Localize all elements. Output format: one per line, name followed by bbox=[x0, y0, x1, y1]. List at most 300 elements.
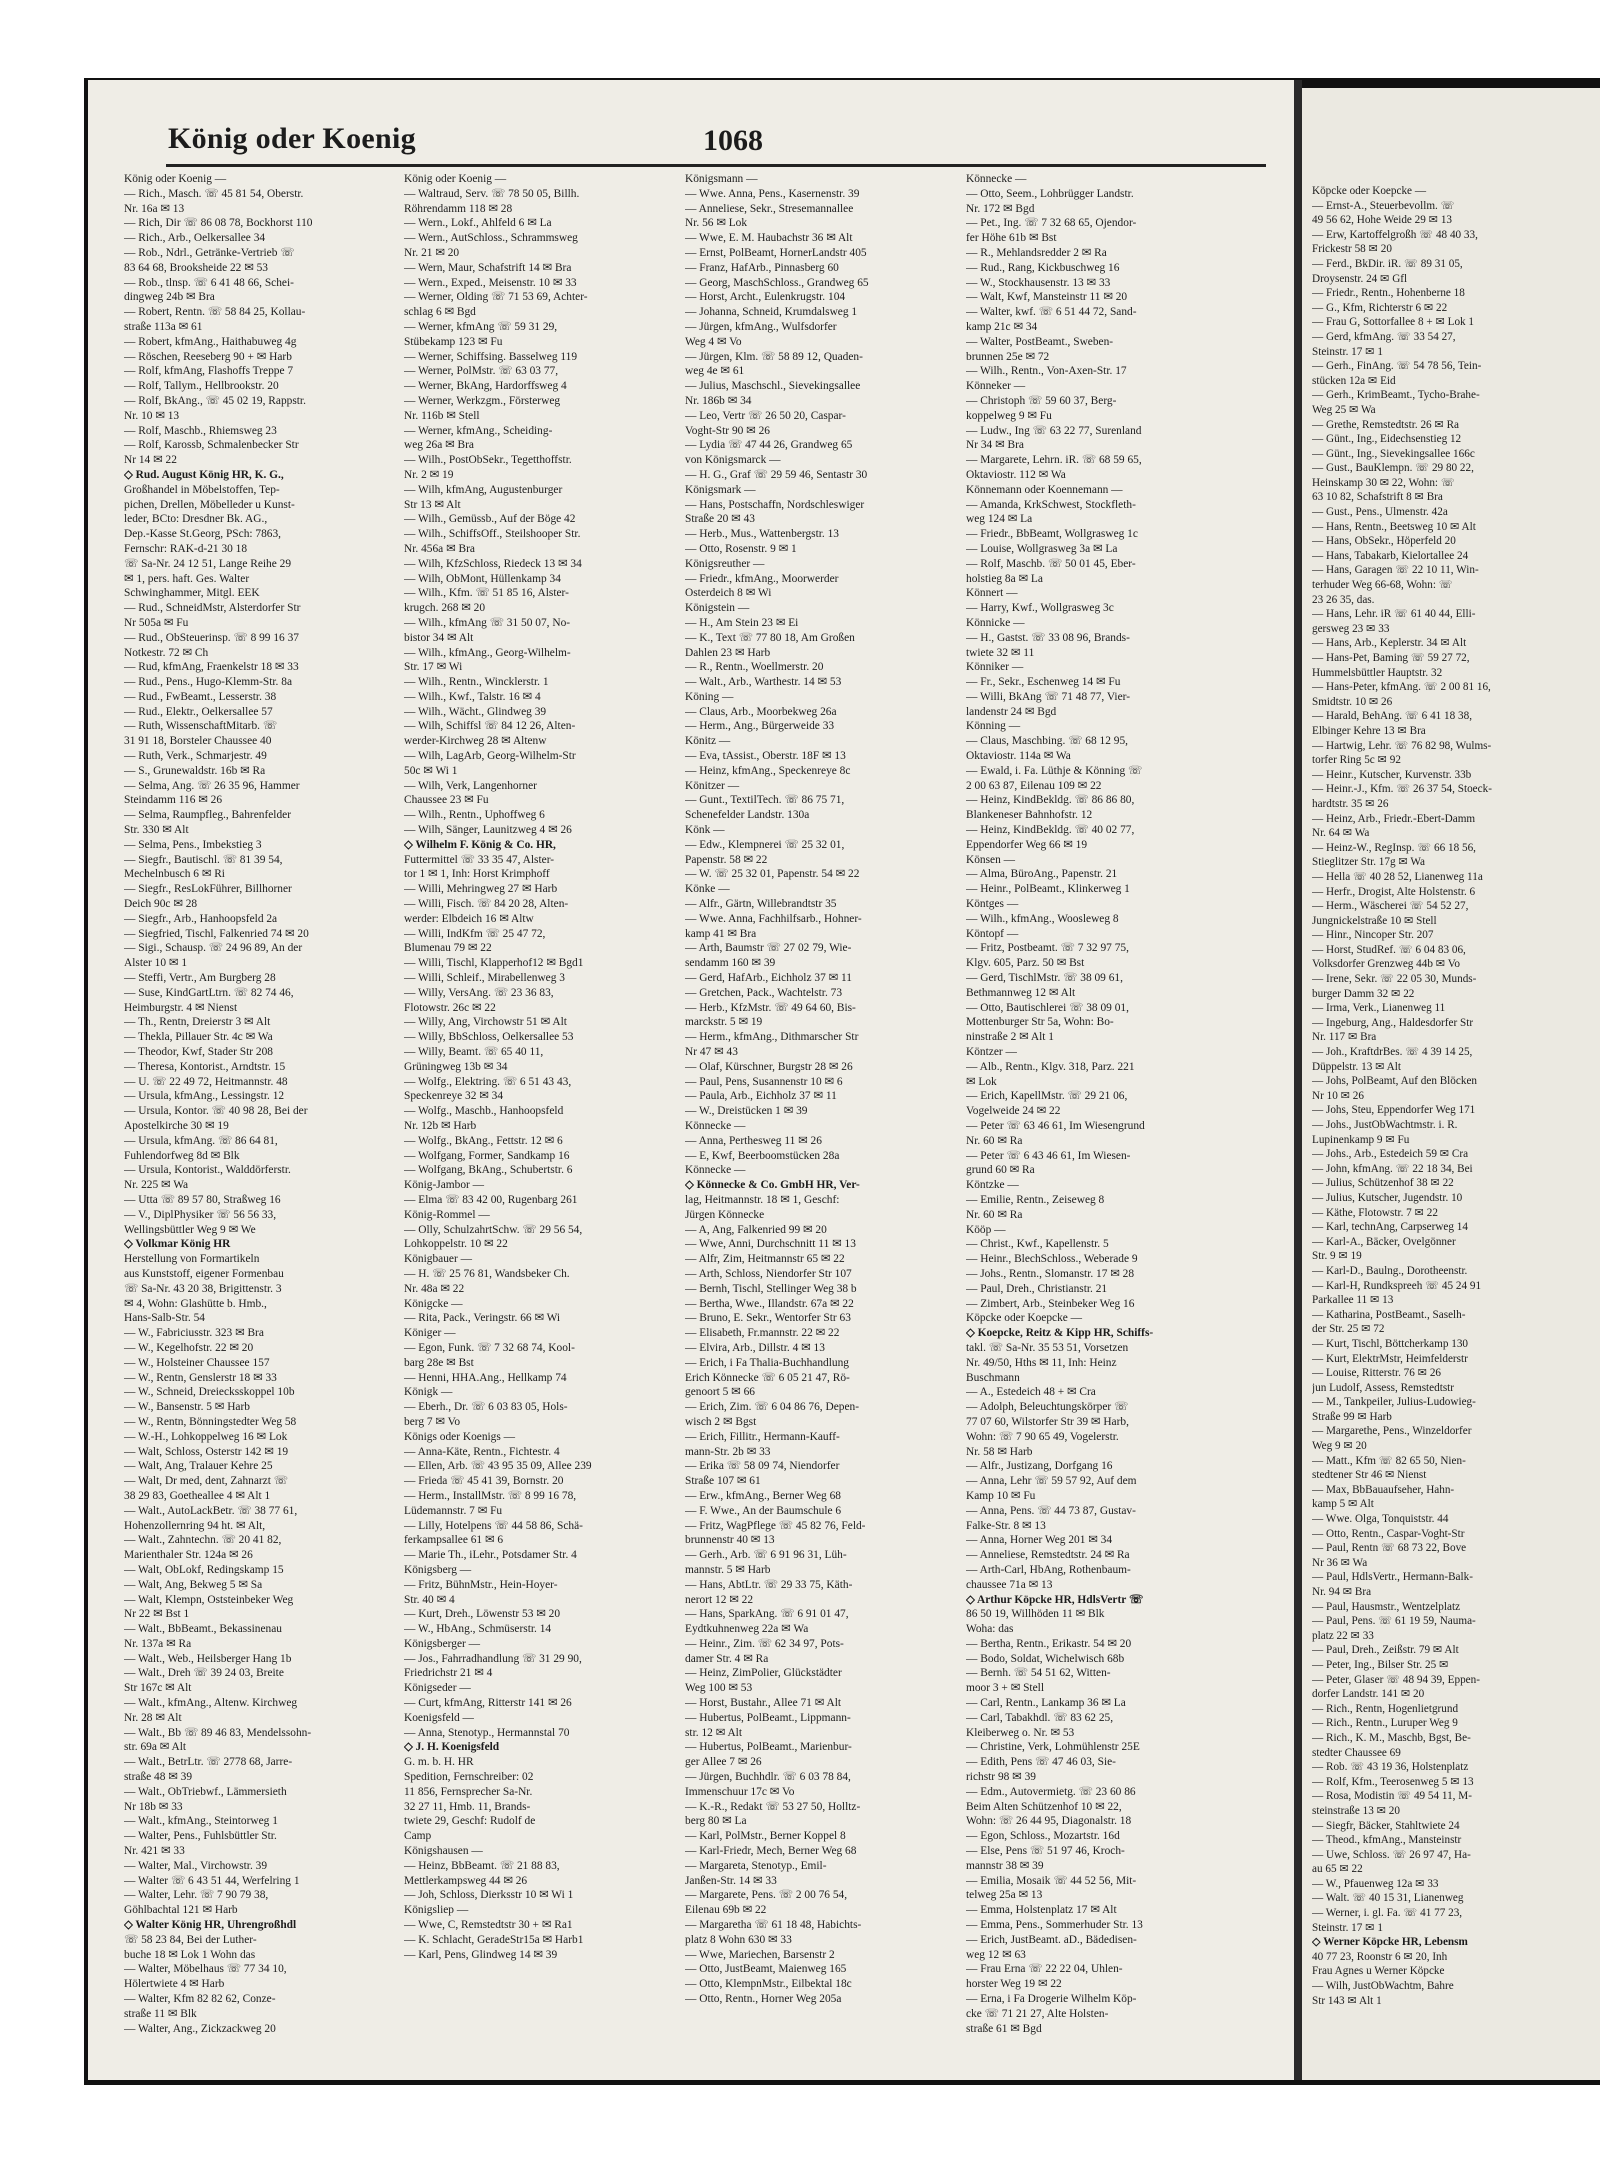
directory-entry-line: schlag 6 ✉ Bgd bbox=[404, 306, 476, 319]
directory-entry-line: — Karl-A., Bäcker, Ovelgönner bbox=[1312, 1235, 1456, 1248]
directory-entry-line: Nr 14 ✉ 22 bbox=[124, 454, 177, 467]
directory-entry-line: Könnert — bbox=[966, 587, 1018, 600]
directory-entry-line: berg 80 ✉ La bbox=[685, 1815, 747, 1828]
directory-entry-line: stedtener Str 46 ✉ Nienst bbox=[1312, 1469, 1427, 1482]
directory-entry-line: — Otto, Rentn., Caspar-Voght-Str bbox=[1312, 1527, 1465, 1540]
directory-entry-line: torfer Ring 5c ✉ 92 bbox=[1312, 754, 1401, 767]
directory-entry-line: — Gerd, HafArb., Eichholz 37 ✉ 11 bbox=[685, 972, 852, 985]
directory-entry-line: — Rich., Masch. ☏ 45 81 54, Oberstr. bbox=[124, 187, 304, 200]
directory-entry-line: Kööp — bbox=[966, 1223, 1006, 1236]
directory-entry-line: Weg 9 ✉ 20 bbox=[1312, 1440, 1367, 1453]
directory-entry-line: — Wolfg., Elektring. ☏ 6 51 43 43, bbox=[404, 1075, 572, 1088]
book-gutter bbox=[1294, 80, 1302, 2080]
directory-entry-line: kamp 21c ✉ 34 bbox=[966, 320, 1038, 333]
directory-entry-line: — Hans, Lehr. iR ☏ 61 40 44, Elli- bbox=[1312, 608, 1476, 621]
directory-entry-line: Chaussee 23 ✉ Fu bbox=[404, 794, 489, 807]
directory-entry-line: — Karl, technAng, Carpserweg 14 bbox=[1312, 1221, 1468, 1234]
directory-entry-line: — Anna, Stenotyp., Hermannstal 70 bbox=[404, 1726, 570, 1739]
directory-entry-line: kamp 5 ✉ Alt bbox=[1312, 1498, 1374, 1511]
directory-entry-line: — Gust., BauKlempn. ☏ 29 80 22, bbox=[1312, 462, 1474, 475]
directory-entry-line: — W., HbAng., Schmüserstr. 14 bbox=[404, 1623, 552, 1636]
directory-entry-line: Blankeneser Bahnhofstr. 12 bbox=[966, 809, 1093, 822]
directory-entry-line: — Johs, PolBeamt, Auf den Blöcken bbox=[1312, 1075, 1478, 1088]
facing-page-column bbox=[1312, 184, 1600, 2008]
directory-entry-line: — Wilh., kfmAng., Georg-Wilhelm- bbox=[404, 646, 571, 659]
directory-entry-line: — Theod., kfmAng., Mansteinstr bbox=[1312, 1834, 1462, 1847]
directory-entry-line: — Gerd, kfmAng. ☏ 33 54 27, bbox=[1312, 330, 1456, 343]
directory-entry-line: — Wern, Maur, Schafstrift 14 ✉ Bra bbox=[404, 261, 572, 274]
directory-entry-line: — Rolf, Karossb, Schmalenbecker Str bbox=[124, 439, 299, 452]
directory-entry-line: weg 4e ✉ 61 bbox=[685, 365, 745, 378]
directory-entry-line: str. 69a ✉ Alt bbox=[124, 1741, 187, 1754]
directory-entry-line: — Gust., Pens., Ulmenstr. 42a bbox=[1312, 506, 1448, 519]
directory-entry-line: — Th., Rentn, Dreierstr 3 ✉ Alt bbox=[124, 1016, 271, 1029]
directory-entry-line: — Elisabeth, Fr.mannstr. 22 ✉ 22 bbox=[685, 1327, 840, 1340]
directory-entry-line: — Margarete, Lehrn. iR. ☏ 68 59 65, bbox=[966, 454, 1142, 467]
directory-entry-line: — Rich., K. M., Maschb, Bgst, Be- bbox=[1312, 1731, 1471, 1744]
directory-entry-line: — Heinz, BbBeamt. ☏ 21 88 83, bbox=[404, 1859, 560, 1872]
directory-entry-line: Jürgen Könnecke bbox=[685, 1208, 765, 1221]
directory-entry-line: Kamp 10 ✉ Fu bbox=[966, 1489, 1036, 1502]
directory-entry-line: — Suse, KindGartLtrn. ☏ 82 74 46, bbox=[124, 986, 294, 999]
directory-entry-line: Könitzer — bbox=[685, 779, 740, 792]
directory-entry-line: horster Weg 19 ✉ 22 bbox=[966, 1978, 1062, 1991]
directory-entry-line: — Wwe. Olga, Tonquiststr. 44 bbox=[1312, 1513, 1449, 1526]
directory-entry-line: Röhrendamm 118 ✉ 28 bbox=[404, 202, 513, 215]
directory-entry-line: cke ☏ 71 21 27, Alte Holsten- bbox=[966, 2007, 1109, 2020]
directory-entry-line: — Rob. ☏ 43 19 36, Holstenplatz bbox=[1312, 1761, 1469, 1774]
directory-entry-line: Nr. 56 ✉ Lok bbox=[685, 217, 748, 230]
directory-entry-line: — Walter ☏ 6 43 51 44, Werfelring 1 bbox=[124, 1874, 300, 1887]
directory-entry-line: ✉ 4, Wohn: Glashütte b. Hmb., bbox=[124, 1297, 267, 1310]
directory-entry-line: — Uwe, Schloss. ☏ 26 97 47, Ha- bbox=[1312, 1848, 1471, 1861]
directory-entry-line: — Willi, IndKfm ☏ 25 47 72, bbox=[404, 927, 546, 940]
directory-entry-line: tor 1 ✉ 1, Inh: Horst Krimphoff bbox=[404, 868, 550, 881]
directory-entry-line: hardtstr. 35 ✉ 26 bbox=[1312, 797, 1389, 810]
directory-entry-line: straße 113a ✉ 61 bbox=[124, 320, 203, 333]
directory-entry-line: — Selma, Raumpfleg., Bahrenfelder bbox=[124, 809, 292, 822]
directory-entry-line: takl. ☏ Sa-Nr. 35 53 51, Vorsetzen bbox=[966, 1341, 1129, 1354]
directory-entry-line: Könnemann oder Koennemann — bbox=[966, 483, 1123, 496]
directory-entry-line: — H. ☏ 25 76 81, Wandsbeker Ch. bbox=[404, 1267, 570, 1280]
directory-entry-line: mannstr. 5 ✉ Harb bbox=[685, 1563, 771, 1576]
directory-entry-line: — Rud., ObSteuerinsp. ☏ 8 99 16 37 bbox=[124, 631, 299, 644]
directory-entry-line: Königsreuther — bbox=[685, 557, 765, 570]
directory-entry-line: — Wilh., Gemüssb., Auf der Böge 42 bbox=[404, 513, 576, 526]
directory-entry-line: twiete 32 ✉ 11 bbox=[966, 646, 1035, 659]
directory-entry-line: — Willi, Tischl, Klapperhof12 ✉ Bgd1 bbox=[404, 957, 584, 970]
directory-entry-line: — Emilie, Rentn., Zeiseweg 8 bbox=[966, 1193, 1105, 1206]
directory-entry-line: Flotowstr. 26c ✉ 22 bbox=[404, 1001, 496, 1014]
directory-entry-line: — W., Rentn, Bönningstedter Weg 58 bbox=[124, 1415, 297, 1428]
directory-entry-line: straße 11 ✉ Blk bbox=[124, 2007, 197, 2020]
directory-entry-line: — Wwe, Anni, Durchschnitt 11 ✉ 13 bbox=[685, 1238, 856, 1251]
directory-entry-line: — Hans-Peter, kfmAng. ☏ 2 00 81 16, bbox=[1312, 681, 1491, 694]
directory-entry-line: — Fritz, BühnMstr., Hein-Hoyer- bbox=[404, 1578, 558, 1591]
directory-entry-line: Blumenau 79 ✉ 22 bbox=[404, 942, 492, 955]
directory-entry-line: — Rud., FwBeamt., Lesserstr. 38 bbox=[124, 690, 277, 703]
directory-entry-line: — Walt., Web., Heilsberger Hang 1b bbox=[124, 1652, 292, 1665]
directory-entry-line: kamp 41 ✉ Bra bbox=[685, 927, 757, 940]
directory-entry-line: — Jürgen, kfmAng., Wulfsdorfer bbox=[685, 320, 837, 333]
directory-entry-line: — Julius, Maschschl., Sievekingsallee bbox=[685, 380, 861, 393]
directory-entry-line: — Jürgen, Klm. ☏ 58 89 12, Quaden- bbox=[685, 350, 863, 363]
directory-entry-line: Eilenau 69b ✉ 22 bbox=[685, 1904, 767, 1917]
directory-entry-line: Düppelstr. 13 ✉ Alt bbox=[1312, 1060, 1401, 1073]
directory-entry-line: Volksdorfer Grenzweg 44b ✉ Vo bbox=[1312, 958, 1460, 971]
directory-entry-line: — Katharina, PostBeamt., Saselh- bbox=[1312, 1308, 1466, 1321]
directory-entry-line: 50c ✉ Wi 1 bbox=[404, 764, 458, 777]
page-number: 1068 bbox=[703, 124, 763, 157]
directory-entry-line: — Margaretha ☏ 61 18 48, Habichts- bbox=[685, 1919, 862, 1932]
directory-entry-line: Schwinghammer, Mitgl. EEK bbox=[124, 587, 260, 600]
directory-entry-line: — Wolfg., BkAng., Fettstr. 12 ✉ 6 bbox=[404, 1134, 563, 1147]
directory-column-3 bbox=[685, 172, 943, 2007]
directory-entry-line: — Günt., Ing., Eidechsenstieg 12 bbox=[1312, 433, 1462, 446]
directory-entry-line: werder-Kirchweg 28 ✉ Altenw bbox=[404, 735, 547, 748]
directory-entry-line: — Otto, Rentn., Horner Weg 205a bbox=[685, 1993, 842, 2006]
directory-entry-line: — Ewald, i. Fa. Lüthje & Könning ☏ bbox=[966, 764, 1143, 777]
directory-entry-line: 49 56 62, Hohe Weide 29 ✉ 13 bbox=[1312, 214, 1453, 227]
directory-entry-line: — Otto, KlempnMstr., Eilbektal 18c bbox=[685, 1978, 852, 1991]
directory-entry-line: — S., Grunewaldstr. 16b ✉ Ra bbox=[124, 764, 266, 777]
directory-entry-line: — Herb., KfzMstr. ☏ 49 64 60, Bis- bbox=[685, 1001, 856, 1014]
directory-entry-line: Str 167c ✉ Alt bbox=[124, 1682, 192, 1695]
directory-entry-line: — Henni, HHA.Ang., Hellkamp 74 bbox=[404, 1371, 567, 1384]
directory-entry-line: — Rolf, Maschb. ☏ 50 01 45, Eber- bbox=[966, 557, 1136, 570]
directory-entry-line: Kleiberweg o. Nr. ✉ 53 bbox=[966, 1726, 1075, 1739]
directory-entry-line: — Edm., Autovermietg. ☏ 23 60 86 bbox=[966, 1785, 1136, 1798]
directory-entry-line: Deich 90c ✉ 28 bbox=[124, 898, 198, 911]
directory-entry-line: Köpcke oder Koepcke — bbox=[1312, 185, 1427, 197]
directory-entry-line: Königsmark — bbox=[685, 483, 756, 496]
directory-entry-line: — W., Dreistücken 1 ✉ 39 bbox=[685, 1105, 808, 1118]
directory-entry-line: — M., Tankpeiler, Julius-Ludowieg- bbox=[1312, 1396, 1476, 1409]
directory-entry-line: Straße 107 ✉ 61 bbox=[685, 1475, 761, 1488]
directory-entry-line: — Zimbert, Arb., Steinbeker Weg 16 bbox=[966, 1297, 1135, 1310]
directory-entry-line: — Hans, Postschaffn, Nordschleswiger bbox=[685, 498, 865, 511]
directory-entry-line: — Ursula, kfmAng., Lessingstr. 12 bbox=[124, 1090, 285, 1103]
directory-entry-line: Königsmann — bbox=[685, 173, 758, 185]
directory-entry-line: ◇ Wilhelm F. König & Co. HR, bbox=[404, 838, 556, 851]
directory-entry-line: — Ursula, kfmAng. ☏ 86 64 81, bbox=[124, 1134, 278, 1147]
directory-entry-line: — W.-H., Lohkoppelweg 16 ✉ Lok bbox=[124, 1430, 288, 1443]
directory-entry-line: — Harald, BehAng. ☏ 6 41 18 38, bbox=[1312, 710, 1473, 723]
directory-entry-line: — V., DiplPhysiker ☏ 56 56 33, bbox=[124, 1208, 277, 1221]
directory-entry-line: Könk — bbox=[685, 824, 725, 837]
directory-entry-line: — Werner, Schiffsing. Basselweg 119 bbox=[404, 350, 578, 363]
directory-entry-line: buche 18 ✉ Lok 1 Wohn das bbox=[124, 1948, 256, 1961]
directory-entry-line: Futtermittel ☏ 33 35 47, Alster- bbox=[404, 853, 555, 866]
directory-entry-line: leder, BCto: Dresdner Bk. AG., bbox=[124, 513, 268, 526]
directory-entry-line: — Willi, Mehringweg 27 ✉ Harb bbox=[404, 883, 558, 896]
directory-entry-line: — Wern., Lokf., Ahlfeld 6 ✉ La bbox=[404, 217, 552, 230]
directory-entry-line: Papenstr. 58 ✉ 22 bbox=[685, 853, 768, 866]
directory-entry-line: Königer — bbox=[404, 1327, 456, 1340]
directory-entry-line: — Rolf, Maschb., Rhiemsweg 23 bbox=[124, 424, 277, 437]
directory-entry-line: Mettlerkampsweg 44 ✉ 26 bbox=[404, 1874, 528, 1887]
directory-entry-line: — Gerh., Arb. ☏ 6 91 96 31, Lüh- bbox=[685, 1549, 847, 1562]
directory-entry-line: — Louise, Ritterstr. 76 ✉ 26 bbox=[1312, 1367, 1442, 1380]
directory-entry-line: — Ellen, Arb. ☏ 43 95 35 09, Allee 239 bbox=[404, 1460, 592, 1473]
directory-entry-line: — Herb., Mus., Wattenbergstr. 13 bbox=[685, 528, 839, 541]
directory-entry-line: — Röschen, Reeseberg 90 + ✉ Harb bbox=[124, 350, 292, 363]
directory-entry-line: Apostelkirche 30 ✉ 19 bbox=[124, 1120, 229, 1132]
directory-entry-line: — W., Bansenstr. 5 ✉ Harb bbox=[124, 1401, 250, 1414]
directory-entry-line: Königsliep — bbox=[404, 1904, 469, 1917]
directory-entry-line: Königk — bbox=[404, 1386, 453, 1399]
directory-entry-line: Dep.-Kasse St.Georg, PSch: 7863, bbox=[124, 528, 282, 541]
directory-entry-line: — Otto, Rosenstr. 9 ✉ 1 bbox=[685, 542, 797, 555]
directory-entry-line: ✉ 1, pers. haft. Ges. Walter bbox=[124, 572, 250, 585]
directory-entry-line: ◇ Koepcke, Reitz & Kipp HR, Schiffs- bbox=[966, 1327, 1154, 1340]
directory-entry-line: — Christ., Kwf., Kapellenstr. 5 bbox=[966, 1238, 1109, 1251]
directory-entry-line: — Pet., Ing. ☏ 7 32 68 65, Ojendor- bbox=[966, 217, 1137, 230]
directory-entry-line: weg 26a ✉ Bra bbox=[404, 439, 474, 452]
directory-entry-line: König oder Koenig — bbox=[404, 173, 507, 185]
directory-entry-line: — Hans, Arb., Keplerstr. 34 ✉ Alt bbox=[1312, 637, 1467, 650]
directory-entry-line: Schenefelder Landstr. 130a bbox=[685, 809, 810, 822]
directory-entry-line: — Julius, Kutscher, Jugendstr. 10 bbox=[1312, 1191, 1463, 1204]
directory-entry-line: richstr 98 ✉ 39 bbox=[966, 1771, 1036, 1784]
directory-entry-line: — Siegfried, Tischl, Falkenried 74 ✉ 20 bbox=[124, 927, 309, 940]
directory-entry-line: — Peter, Ing., Bilser Str. 25 ✉ bbox=[1312, 1658, 1449, 1671]
directory-entry-line: — Grethe, Remstedtstr. 26 ✉ Ra bbox=[1312, 418, 1460, 431]
directory-entry-line: — Erich, Fillitr., Hermann-Kauff- bbox=[685, 1430, 840, 1443]
directory-entry-line: — Wilh, Sänger, Launitzweg 4 ✉ 26 bbox=[404, 824, 572, 837]
directory-entry-line: Nr 36 ✉ Wa bbox=[1312, 1556, 1368, 1569]
directory-entry-line: — Heinz, KindBekldg. ☏ 40 02 77, bbox=[966, 824, 1135, 837]
directory-entry-line: Weg 100 ✉ 53 bbox=[685, 1682, 753, 1695]
directory-entry-line: der Str. 25 ✉ 72 bbox=[1312, 1323, 1385, 1336]
directory-entry-line: — Walt., Bb ☏ 89 46 83, Mendelssohn- bbox=[124, 1726, 312, 1739]
directory-entry-line: Frickestr 58 ✉ 20 bbox=[1312, 243, 1392, 256]
directory-entry-line: ◇ Walter König HR, Uhrengroßhdl bbox=[124, 1919, 297, 1932]
directory-entry-line: platz 22 ✉ 33 bbox=[1312, 1629, 1374, 1642]
directory-entry-line: — Curt, kfmAng, Ritterstr 141 ✉ 26 bbox=[404, 1697, 572, 1710]
directory-entry-line: Herstellung von Formartikeln bbox=[124, 1253, 260, 1266]
directory-entry-line: aus Kunststoff, eigener Formenbau bbox=[124, 1267, 284, 1280]
directory-entry-line: — Karl, PolMstr., Berner Koppel 8 bbox=[685, 1830, 846, 1843]
directory-entry-line: — Wilh, ObMont, Hüllenkamp 34 bbox=[404, 572, 561, 585]
directory-entry-line: Steinstr. 17 ✉ 1 bbox=[1312, 345, 1383, 358]
directory-entry-line: Erich Könnecke ☏ 6 05 21 47, Rö- bbox=[685, 1371, 850, 1384]
directory-entry-line: — Werner, Werkzgm., Försterweg bbox=[404, 394, 561, 407]
directory-entry-line: — Walter, Kfm 82 82 62, Conze- bbox=[124, 1993, 276, 2006]
directory-entry-line: — Hans, AbtLtr. ☏ 29 33 75, Käth- bbox=[685, 1578, 853, 1591]
directory-entry-line: Marienthaler Str. 124a ✉ 26 bbox=[124, 1549, 253, 1562]
directory-entry-line: Stübekamp 123 ✉ Fu bbox=[404, 335, 503, 348]
directory-entry-line: — Claus, Maschbing. ☏ 68 12 95, bbox=[966, 735, 1128, 748]
directory-entry-line: — Walt., Dreh ☏ 39 24 03, Breite bbox=[124, 1667, 284, 1680]
directory-entry-line: — Eva, tAssist., Oberstr. 18F ✉ 13 bbox=[685, 750, 846, 763]
directory-entry-line: Elbinger Kehre 13 ✉ Bra bbox=[1312, 724, 1426, 737]
directory-entry-line: — Arth-Carl, HbAng, Rothenbaum- bbox=[966, 1563, 1131, 1576]
directory-entry-line: Nr. 94 ✉ Bra bbox=[1312, 1586, 1372, 1598]
directory-entry-line: — Rud., Pens., Hugo-Klemm-Str. 8a bbox=[124, 676, 293, 689]
directory-entry-line: ninstraße 2 ✉ Alt 1 bbox=[966, 1031, 1055, 1044]
directory-entry-line: — Wolfg., Maschb., Hanhoopsfeld bbox=[404, 1105, 564, 1118]
directory-entry-line: pichen, Drellen, Möbelleder u Kunst- bbox=[124, 498, 295, 511]
directory-entry-line: Nr. 28 ✉ Alt bbox=[124, 1711, 182, 1724]
directory-entry-line: — R., Rentn., Woellmerstr. 20 bbox=[685, 661, 824, 674]
directory-entry-line: Königbauer — bbox=[404, 1253, 473, 1266]
directory-entry-line: — W., Stockhausenstr. 13 ✉ 33 bbox=[966, 276, 1111, 289]
directory-entry-line: Könneker — bbox=[966, 380, 1026, 393]
page-header-title: König oder Koenig bbox=[168, 122, 416, 155]
directory-entry-line: steinstraße 13 ✉ 20 bbox=[1312, 1804, 1400, 1817]
directory-entry-line: — Louise, Wollgrasweg 3a ✉ La bbox=[966, 542, 1118, 555]
directory-entry-line: — Paula, Arb., Eichholz 37 ✉ 11 bbox=[685, 1090, 837, 1103]
directory-entry-line: Friedrichstr 21 ✉ 4 bbox=[404, 1667, 493, 1680]
directory-entry-line: telweg 25a ✉ 13 bbox=[966, 1889, 1043, 1902]
directory-entry-line: — Heinz, Arb., Friedr.-Ebert-Damm bbox=[1312, 812, 1476, 825]
directory-entry-line: damer Str. 4 ✉ Ra bbox=[685, 1652, 769, 1665]
directory-entry-line: — Rob., tlnsp. ☏ 6 41 48 66, Schei- bbox=[124, 276, 294, 289]
directory-entry-line: — Friedr., Rentn., Hohenberne 18 bbox=[1312, 287, 1465, 300]
directory-entry-line: — Johs, Steu, Eppendorfer Weg 171 bbox=[1312, 1104, 1476, 1117]
directory-entry-line: Nr. 117 ✉ Bra bbox=[1312, 1031, 1377, 1044]
directory-entry-line: — Siegfr., Arb., Hanhoopsfeld 2a bbox=[124, 912, 278, 925]
directory-entry-line: — Werner, PolMstr. ☏ 63 03 77, bbox=[404, 365, 559, 378]
directory-entry-line: 2 00 63 87, Eilenau 109 ✉ 22 bbox=[966, 779, 1102, 792]
directory-entry-line: — Siegfr, Bäcker, Stahltwiete 24 bbox=[1312, 1819, 1460, 1832]
directory-entry-line: — Wolfgang, Former, Sandkamp 16 bbox=[404, 1149, 570, 1162]
directory-entry-line: — Paul, Rentn ☏ 68 73 22, Bove bbox=[1312, 1542, 1467, 1555]
directory-entry-line: — H., Gastst. ☏ 33 08 96, Brands- bbox=[966, 631, 1130, 644]
directory-entry-line: — Margareta, Stenotyp., Emil- bbox=[685, 1859, 827, 1872]
directory-entry-line: — Rolf, BkAng., ☏ 45 02 19, Rappstr. bbox=[124, 394, 306, 407]
directory-entry-line: — Heinz, kfmAng., Speckenreye 8c bbox=[685, 764, 851, 777]
directory-entry-line: Notkestr. 72 ✉ Ch bbox=[124, 646, 209, 659]
directory-entry-line: — Olly, SchulzahrtSchw. ☏ 29 56 54, bbox=[404, 1223, 583, 1236]
directory-entry-line: ☏ Sa-Nr. 43 20 38, Brigittenstr. 3 bbox=[124, 1282, 282, 1295]
directory-entry-line: ☏ 58 23 84, Bei der Luther- bbox=[124, 1933, 257, 1946]
directory-entry-line: Göhlbachtal 121 ✉ Harb bbox=[124, 1904, 238, 1917]
directory-entry-line: — Walt., ObTriebwf., Lämmersieth bbox=[124, 1785, 287, 1798]
directory-entry-line: — Bodo, Soldat, Wichelwisch 68b bbox=[966, 1652, 1125, 1665]
directory-entry-line: — Erich, KapellMstr. ☏ 29 21 06, bbox=[966, 1090, 1128, 1103]
directory-entry-line: Voght-Str 90 ✉ 26 bbox=[685, 424, 770, 437]
directory-entry-line: Königstein — bbox=[685, 602, 750, 615]
directory-entry-line: — Amanda, KrkSchwest, Stockfleth- bbox=[966, 498, 1136, 511]
directory-entry-line: — Wern., AutSchloss., Schrammsweg bbox=[404, 232, 578, 245]
directory-entry-line: — Johs., Rentn., Slomanstr. 17 ✉ 28 bbox=[966, 1267, 1135, 1280]
directory-entry-line: — Walt, Ang, Tralauer Kehre 25 bbox=[124, 1460, 273, 1473]
directory-entry-line: — K.-R., Redakt ☏ 53 27 50, Holltz- bbox=[685, 1800, 861, 1813]
directory-entry-line: Speckenreye 32 ✉ 34 bbox=[404, 1090, 504, 1103]
directory-entry-line: dorfer Landstr. 141 ✉ 20 bbox=[1312, 1688, 1425, 1701]
directory-entry-line: ◇ Volkmar König HR bbox=[124, 1238, 231, 1251]
directory-entry-line: — W., Pfauenweg 12a ✉ 33 bbox=[1312, 1877, 1439, 1890]
directory-entry-line: Lüdemannstr. 7 ✉ Fu bbox=[404, 1504, 503, 1517]
directory-entry-line: — Willi, BkAng ☏ 71 48 77, Vier- bbox=[966, 690, 1131, 703]
directory-entry-line: — Ernst, PolBeamt, HornerLandstr 405 bbox=[685, 246, 867, 259]
directory-entry-line: Hans-Salb-Str. 54 bbox=[124, 1312, 205, 1325]
directory-entry-line: — Emilia, Mosaik ☏ 44 52 56, Mit- bbox=[966, 1874, 1137, 1887]
directory-entry-line: burger Damm 32 ✉ 22 bbox=[1312, 987, 1415, 1000]
directory-entry-line: — Arth, Schloss, Niendorfer Str 107 bbox=[685, 1267, 852, 1280]
directory-entry-line: Nr. 12b ✉ Harb bbox=[404, 1120, 477, 1132]
directory-entry-line: — Theresa, Kontorist., Arndtstr. 15 bbox=[124, 1060, 286, 1073]
directory-entry-line: Köntzer — bbox=[966, 1046, 1017, 1059]
directory-entry-line: König-Jambor — bbox=[404, 1179, 485, 1192]
directory-entry-line: brunnen 25e ✉ 72 bbox=[966, 350, 1050, 363]
directory-entry-line: Droysenstr. 24 ✉ Gfl bbox=[1312, 272, 1408, 285]
directory-entry-line: — Walter, Ang., Zickzackweg 20 bbox=[124, 2022, 276, 2035]
directory-entry-line: — Willy, VersAng. ☏ 23 36 83, bbox=[404, 986, 554, 999]
directory-entry-line: — Karl, Pens, Glindweg 14 ✉ 39 bbox=[404, 1948, 558, 1961]
directory-entry-line: — Rud., SchneidMstr, Alsterdorfer Str bbox=[124, 602, 301, 615]
directory-entry-line: — Werner, kfmAng ☏ 59 31 29, bbox=[404, 320, 558, 333]
directory-entry-line: — Egon, Schloss., Mozartstr. 16d bbox=[966, 1830, 1120, 1843]
directory-entry-line: — Ursula, Kontor. ☏ 40 98 28, Bei der bbox=[124, 1105, 308, 1118]
directory-entry-line: Stieglitzer Str. 17g ✉ Wa bbox=[1312, 856, 1425, 869]
directory-entry-line: — Peter, Glaser ☏ 48 94 39, Eppen- bbox=[1312, 1673, 1480, 1686]
directory-entry-line: Könnicke — bbox=[966, 616, 1025, 629]
directory-entry-line: — Joh., KraftdrBes. ☏ 4 39 14 25, bbox=[1312, 1046, 1473, 1059]
directory-entry-line: Köning — bbox=[685, 690, 734, 703]
directory-entry-line: — Walt., AutoLackBetr. ☏ 38 77 61, bbox=[124, 1504, 298, 1517]
directory-entry-line: — Rich, Dir ☏ 86 08 78, Bockhorst 110 bbox=[124, 217, 313, 230]
directory-entry-line: — Bernh, Tischl, Stellinger Weg 38 b bbox=[685, 1282, 857, 1295]
directory-entry-line: — Bertha, Rentn., Erikastr. 54 ✉ 20 bbox=[966, 1637, 1132, 1650]
directory-entry-line: — Alb., Rentn., Klgv. 318, Parz. 221 bbox=[966, 1060, 1135, 1073]
directory-entry-line: — Herm., Ang., Bürgerweide 33 bbox=[685, 720, 835, 733]
directory-entry-line: Köpcke oder Koepcke — bbox=[966, 1312, 1083, 1325]
directory-entry-line: Könsen — bbox=[966, 853, 1016, 866]
directory-entry-line: Nr. 48a ✉ 22 bbox=[404, 1282, 465, 1295]
directory-entry-line: — Julius, Schützenhof 38 ✉ 22 bbox=[1312, 1177, 1454, 1190]
directory-entry-line: Beim Alten Schützenhof 10 ✉ 22, bbox=[966, 1800, 1122, 1813]
directory-entry-line: fer Höhe 61b ✉ Bst bbox=[966, 232, 1057, 245]
directory-entry-line: Woha: das bbox=[966, 1623, 1014, 1636]
directory-entry-line: Nr. 137a ✉ Ra bbox=[124, 1637, 192, 1650]
directory-entry-line: — Wilh., Rentn., Wincklerstr. 1 bbox=[404, 676, 549, 689]
directory-entry-line: — Heinr., Zim. ☏ 62 34 97, Pots- bbox=[685, 1637, 844, 1650]
directory-entry-line: — Horst, StudRef. ☏ 6 04 83 06, bbox=[1312, 943, 1466, 956]
directory-entry-line: — Steffi, Vertr., Am Burgberg 28 bbox=[124, 972, 276, 985]
directory-entry-line: Lupinenkamp 9 ✉ Fu bbox=[1312, 1133, 1410, 1146]
directory-entry-line: — Fr., Sekr., Eschenweg 14 ✉ Fu bbox=[966, 676, 1121, 689]
directory-entry-line: — Hubertus, PolBeamt., Marienbur- bbox=[685, 1741, 852, 1754]
directory-entry-line: — Marie Th., iLehr., Potsdamer Str. 4 bbox=[404, 1549, 577, 1562]
directory-entry-line: — Walt, ObLokf, Redingskamp 15 bbox=[124, 1563, 284, 1576]
directory-entry-line: — Egon, Funk. ☏ 7 32 68 74, Kool- bbox=[404, 1341, 575, 1354]
directory-entry-line: — Walter, kwf. ☏ 6 51 44 72, Sand- bbox=[966, 306, 1137, 319]
directory-entry-line: ◇ J. H. Koenigsfeld bbox=[404, 1741, 500, 1754]
directory-entry-line: — A, Ang, Falkenried 99 ✉ 20 bbox=[685, 1223, 827, 1236]
directory-column-2 bbox=[404, 172, 662, 1962]
directory-entry-line: brunnenstr 40 ✉ 13 bbox=[685, 1534, 775, 1547]
directory-entry-line: Nr. 186b ✉ 34 bbox=[685, 394, 752, 407]
directory-entry-line: — Walt., BbBeamt., Bekassinenau bbox=[124, 1623, 282, 1636]
directory-entry-line: — Werner, Olding ☏ 71 53 69, Achter- bbox=[404, 291, 588, 304]
directory-entry-line: — Heinr., BlechSchloss., Weberade 9 bbox=[966, 1253, 1138, 1266]
directory-entry-line: Frau Agnes u Werner Köpcke bbox=[1312, 1965, 1445, 1978]
directory-entry-line: Königseder — bbox=[404, 1682, 471, 1695]
directory-entry-line: — Jos., Fahrradhandlung ☏ 31 29 90, bbox=[404, 1652, 582, 1665]
directory-entry-line: — Walt., kfmAng., Altenw. Kirchweg bbox=[124, 1697, 298, 1710]
directory-entry-line: 23 26 35, das. bbox=[1312, 593, 1375, 606]
directory-entry-line: — Robert, Rentn. ☏ 58 84 25, Kollau- bbox=[124, 306, 306, 319]
directory-entry-line: Wellingsbüttler Weg 9 ✉ We bbox=[124, 1223, 256, 1236]
directory-entry-line: — Herm., Wäscherei ☏ 54 52 27, bbox=[1312, 900, 1469, 913]
directory-entry-line: — Horst, Archt., Eulenkrugstr. 104 bbox=[685, 291, 846, 304]
directory-entry-line: — Bernh. ☏ 54 51 62, Witten- bbox=[966, 1667, 1111, 1680]
directory-entry-line: — Waltraud, Serv. ☏ 78 50 05, Billh. bbox=[404, 187, 580, 200]
directory-entry-line: — Willy, Beamt. ☏ 65 40 11, bbox=[404, 1046, 544, 1059]
